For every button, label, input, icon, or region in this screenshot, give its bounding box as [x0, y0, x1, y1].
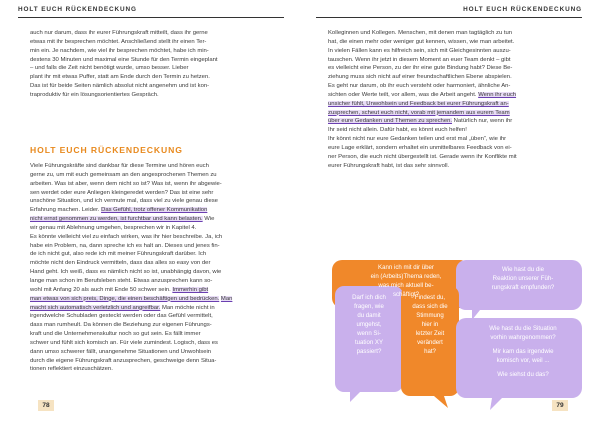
- bubble-text-lilac-right: [460, 324, 586, 379]
- text-line: auch nur darum, dass ihr eurer Führungskraft mitteilt, dass ihr gerne: [30, 30, 208, 36]
- text-line: Ihr seid nicht allein. Dafür habt, es könnt euch helfen!: [328, 127, 467, 134]
- left-header-rule: [18, 17, 284, 18]
- bubble-line: ein (Arbeits)Thema reden,: [370, 273, 442, 280]
- bubble-text-lilac-left: [335, 293, 403, 356]
- text-line: unschöne Situation, und ich vermute mal, dass viel zu viele genau diese: [30, 198, 218, 205]
- bubble-line: Reaktion unserer Füh-: [492, 275, 554, 282]
- page-number: 79: [552, 400, 568, 411]
- bubble-line: Findest du,: [414, 294, 446, 301]
- text-line: schwer und fühlt sich komisch an. Für viele zumindest. Logisch, dass es: [30, 339, 218, 346]
- text-line: [30, 286, 232, 295]
- text-line: gerne zu, um mit euch gemeinsam an den angesprochenen Themen zu: [30, 171, 217, 178]
- text-fragment: Erfahrung machen. Leider.: [30, 207, 100, 214]
- highlighted-text: unsicher fühlt, Unwohlsein und Feedback bei eurer Führungskraft an-: [328, 100, 509, 107]
- text-line: durch die eigene Führungskraft anzusprechen, geschweige denn Situa-: [30, 357, 217, 364]
- text-line: wir genau mit Ablehnung umgehen, besprechen wir in Kapitel 4.: [30, 224, 197, 231]
- bubble-line: verändert: [417, 339, 443, 346]
- bubble-line: umgehst,: [356, 321, 382, 328]
- left-intro-paragraph: [30, 29, 218, 100]
- bubble-line: fragen, wie: [354, 303, 384, 310]
- highlighted-text: macht sich automatisch verletzlich und angreifbar.: [30, 304, 161, 311]
- bubble-line: Wie hast du die: [501, 266, 544, 273]
- highlighted-text: zusprechen, scheut euch nicht, vorab mit jemandem aus eurem Team: [328, 109, 510, 116]
- text-fragment: sichten oder Werte teilt, vor allem, was die Arbeit angeht.: [328, 91, 477, 98]
- page-number: 78: [38, 400, 54, 411]
- highlighted-text: Man: [220, 295, 233, 302]
- text-line: hat, die einen mehr oder weniger gut kennen, wissen, wie man arbeitet.: [328, 38, 515, 45]
- section-heading: HOLT EUCH RÜCKENDECKUNG: [30, 145, 183, 155]
- text-line: [328, 100, 517, 109]
- right-running-header: HOLT EUCH RÜCKENDECKUNG: [463, 6, 582, 13]
- bubble-line: Wie hast du die Situation: [489, 325, 557, 332]
- bubble-text-lilac-top: [460, 265, 586, 292]
- text-line: destens 30 Minuten und maximal eine Stunde für den Termin eingeplant: [30, 56, 218, 63]
- bubble-line: letzter Zeit: [415, 330, 445, 337]
- text-fragment: Man möchte nicht in: [161, 304, 215, 311]
- text-fragment: wohl mit Anfang 20 als auch mit Ende 50 schwer sein.: [30, 286, 171, 293]
- text-line: [328, 117, 517, 126]
- highlighted-text: über eure Gedanken und Themen zu sprechen.: [328, 118, 453, 125]
- highlighted-text: nicht ernst genommen zu werden, ist furchtbar und kann belasten.: [30, 216, 203, 223]
- text-line: Es geht nur darum, ob ihr euch versteht oder harmoniert, ähnliche An-: [328, 83, 511, 90]
- text-line: [30, 295, 232, 304]
- text-line: [30, 304, 232, 313]
- text-line: – und falls die Zeit nicht benötigt wurde, umso besser. Lieber: [30, 65, 189, 72]
- text-line: lange man schon im Berufsleben steht. Etwas anzusprechen kann so-: [30, 277, 213, 284]
- text-line: ziehung muss sich nicht auf einer freundschaftlichen Ebene abspielen.: [328, 74, 512, 81]
- highlighted-text: Das Gefühl, trotz offener Kommunikation: [101, 207, 208, 214]
- text-line: Hand geht. Ich weiß, dass es nämlich nicht so ist, unabhängig davon, wie: [30, 269, 222, 276]
- text-line: sen werdet oder eure Anliegen kleingeredet werden? Das ist eine sehr: [30, 189, 214, 196]
- bubble-line: Stimmung: [416, 312, 444, 319]
- bubble-line: vorhin wahrgenommen?: [490, 334, 556, 341]
- bubble-line: dass sich die: [412, 303, 448, 310]
- text-line: dann umso schwerer fällt, unangenehme Situationen und Unwohlsein: [30, 348, 212, 355]
- text-line: etwas mit ihr besprechen möchtet. Anschließend stellt ihr einen Ter-: [30, 38, 207, 45]
- bubble-line: du damit: [357, 312, 381, 319]
- bubble-line: wenn Si-: [357, 330, 381, 337]
- left-running-header: HOLT EUCH RÜCKENDECKUNG: [18, 6, 137, 13]
- text-line: eure Lage erklärt, sondern erhaltet ein unmittelbares Feedback von ei-: [328, 144, 512, 151]
- highlighted-text: Wenn ihr euch: [478, 91, 517, 98]
- text-line: Das ist für beide Seiten nämlich absolut nicht angenehm und ist kon-: [30, 83, 210, 90]
- text-line: [328, 91, 517, 100]
- text-line: dass man rumheult. Da können die Beziehung zur eigenen Führungs-: [30, 322, 212, 329]
- text-fragment: Wie: [204, 216, 215, 223]
- text-line: möchte nicht den Eindruck vermitteln, dass das alles so easy von der: [30, 260, 211, 267]
- text-line: [30, 215, 232, 224]
- text-line: irgendwelche Schubladen gesteckt werden oder das Gefühl vermittelt,: [30, 313, 213, 320]
- bubble-line: komisch vor, weil ...: [496, 357, 550, 364]
- text-line: ner Person, die euch nicht übergestellt ist. Gerade wenn ihr Konflikte mit: [328, 153, 517, 160]
- bubble-line: Kann ich mit dir über: [378, 264, 434, 271]
- text-line: Ihr könnt nicht nur eure Gedanken teilen und erst mal „üben“, wie ihr: [328, 136, 507, 143]
- text-line: tionen reflektiert einzuschätzen.: [30, 366, 113, 373]
- text-line: habe ein Problem, na, dann spreche ich es halt an. Dieses und jenes fin-: [30, 242, 220, 249]
- bubble-line: passiert?: [356, 348, 382, 355]
- bubble-text-orange-middle: [401, 293, 459, 356]
- right-body-paragraph: [328, 29, 517, 171]
- bubble-line: hier in: [421, 321, 439, 328]
- bubble-line: schäftigt?: [392, 291, 420, 298]
- bubble-line: hat?: [424, 348, 436, 355]
- bubble-line: Wie siehst du das?: [497, 371, 549, 378]
- text-line: traproduktiv für ein lösungsorientiertes Gespräch.: [30, 91, 159, 98]
- text-fragment: Natürlich nur, wenn ihr: [453, 118, 513, 125]
- text-line: In vielen Fällen kann es hilfreich sein, sich mit Gleichgesinnten auszu-: [328, 47, 511, 54]
- text-line: eurer Führungskraft habt, ist das sehr sinnvoll.: [328, 162, 450, 169]
- left-body-paragraph: [30, 162, 232, 374]
- bubble-line: Darf ich dich: [352, 294, 386, 301]
- text-line: Viele Führungskräfte sind dankbar für diese Termine und hören euch: [30, 163, 209, 169]
- text-line: tauschen. Wenn ihr jetzt in diesem Moment an euer Team denkt – gibt: [328, 56, 511, 63]
- text-line: [30, 206, 232, 215]
- bubble-line: was mich aktuell be-: [378, 282, 434, 289]
- text-line: [328, 109, 517, 118]
- text-line: arbeiten. Was ist aber, wenn dem nicht so ist? Was ist, wenn ihr abgewie-: [30, 180, 222, 187]
- bubble-line: rungskraft empfunden?: [491, 284, 555, 291]
- text-line: Es könnte vielleicht viel zu einfach wirken, was ihr hier beschreibe. Ja, ich: [30, 233, 223, 240]
- highlighted-text: man etwas von sich preis, Dinge, die einen beschäftigen und bedrücken.: [30, 295, 220, 302]
- text-line: Kolleginnen und Kollegen. Menschen, mit denen man tagtäglich zu tun: [328, 30, 513, 36]
- text-line: kraft und die Unternehmenskultur noch so gut sein. Es fällt immer: [30, 331, 201, 338]
- right-header-rule: [316, 17, 582, 18]
- highlighted-text: Immerhin gibt: [172, 286, 209, 293]
- bubble-line: tuation XY: [354, 339, 384, 346]
- text-line: es vielleicht eine Person, zu der ihr eine gute Bindung habt? Diese Be-: [328, 65, 513, 72]
- text-line: de ich nicht gut, also rede ich mit meiner Führungskraft darüber. Ich: [30, 251, 207, 258]
- text-line: min ein. Je nachdem, wie viel ihr besprechen möchtet, habe ich min-: [30, 47, 209, 54]
- text-line: plant ihr mit etwas Puffer, statt am Ende durch den Termin zu hetzen.: [30, 74, 210, 81]
- bubble-line: Mir kam das irgendwie: [492, 348, 554, 355]
